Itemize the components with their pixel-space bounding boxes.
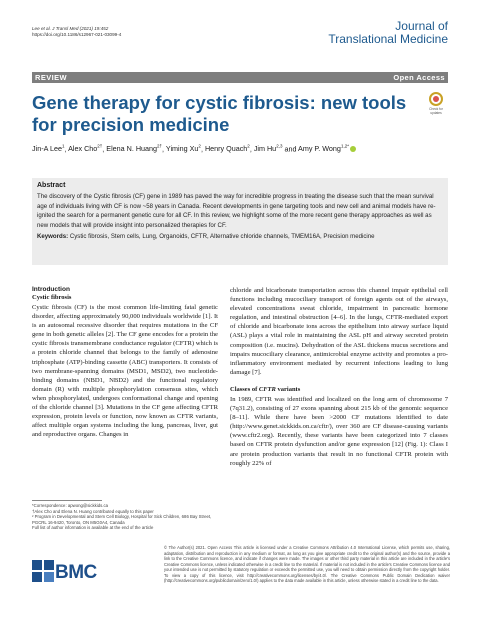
- check-updates-label: Check for updates: [429, 107, 443, 115]
- bmc-mark-icon: [32, 560, 54, 582]
- equal-contribution-note: †Alex Cho and Elena N. Huang contributed equally to this paper: [32, 508, 154, 514]
- author[interactable]: Alex Cho$^{2\dagger}$: [68, 144, 103, 154]
- keywords-label: Keywords:: [37, 233, 69, 240]
- author[interactable]: Jim Hu$^{2,3}$: [253, 144, 283, 154]
- journal-name-line1: Journal of: [395, 19, 448, 33]
- body-paragraph: Cystic fibrosis (CF) is the most common life-limiting fatal genetic disorder, affecting approximately 90,000 individuals worldwide [1]. It is an autosomal recessive disorder that requires mutations in the CF gene in both genetic alleles [2]. The CF gene encodes for a protein the cystic fibrosis transmembrane conductance regulator (CFTR) which is a protein chloride channel that belongs to the family of adenosine triphosphate (ATP)-binding cassette (ABC) transporters. It consists of two membrane-spanning domains (MSD1, MSD2), two nucleotide-binding domains (NBD1, NBD2) and the functional regulatory domain (R) with multiple phosphorylation consensus sites, which when phosphorylated, undergoes conformational change and opening of the chloride channel [3]. Mutations in the CF gene affecting CFTR expression, protein levels or function, now known as CFTR variants, affect multiple organ systems including the lung, pancreas, liver, gut and reproductive organs. Changes in: [32, 304, 218, 439]
- author-list: Jin-A Lee$^1$, Alex Cho$^{2\dagger}$, Elena N. Huang$^{2\dagger}$, Yiming Xu$^2$, Henry Quach$^2$, Jim Hu$^{2,3}$ and Amy P. Wong$^{1,2*}$: [32, 142, 452, 154]
- keywords: [37, 232, 443, 242]
- author[interactable]: Elena N. Huang$^{2\dagger}$: [106, 144, 163, 154]
- open-access-label: Open Access: [393, 73, 445, 82]
- author[interactable]: Jin-A Lee$^1$: [32, 144, 65, 154]
- abstract-text: The discovery of the Cystic fibrosis (CF) gene in 1989 has paved the way for incredible progress in treating the disease such that the mean survival age of individuals living with CF is now ~58 years in Canada. Recent developments in gene targeting tools and new cell and animal models have re-ignited the search for a permanent genetic cure for all CF. In this review, we highlight some of the more recent gene therapy approaches as well as new models that will provide insight into personalized therapies for CF.: [37, 193, 436, 229]
- subsection-heading: Classes of CFTR variants: [230, 385, 301, 393]
- article-meta: [32, 26, 121, 38]
- journal-name: [328, 20, 448, 46]
- doi-link[interactable]: https://doi.org/10.1186/s12967-021-03099-4: [32, 32, 122, 37]
- citation-line: Lee et al. J Transl Med (2021) 19:452: [32, 26, 109, 31]
- section-heading: Introduction: [32, 286, 70, 293]
- keywords-list: Cystic fibrosis, Stem cells, Lung, Organoids, CFTR, Alternative chloride channels, TMEM16A, Precision medicine: [69, 233, 375, 240]
- bmc-wordmark: BMC: [55, 562, 97, 583]
- orcid-icon[interactable]: [350, 146, 356, 152]
- article-type-label: REVIEW: [35, 73, 67, 82]
- license-text: © The Author(s) 2021. Open Access This article is licensed under a Creative Commons Attribution 4.0 International License, which permits use, sharing, adaptation, distribution and reproduction in any medium or format, as long as you give appropriate credit to the original author(s) and the source, provide a link to the Creative Commons licence, and indicate if changes were made. The images or other third party material in this article are included in the article's Creative Commons licence, unless indicated otherwise in a credit line to the material. If material is not included in the article's Creative Commons licence and your intended use is not permitted by statutory regulation or exceeds the permitted use, you will need to obtain permission directly from the copyright holder. To view a copy of this licence, visit http://creativecommons.org/licenses/by/4.0/. The Creative Commons Public Domain Dedication waiver (http://creativecommons.org/publicdomain/zero/1.0/) applies to the data made available in this article, unless otherwise stated in a credit line to the data.: [164, 545, 450, 583]
- footnotes: [32, 503, 218, 531]
- abstract-heading: Abstract: [37, 182, 66, 189]
- author-info-note: Full list of author information is available at the end of the article: [32, 525, 154, 531]
- affiliation-note: ² Program in Developmental and Stem Cell Biology, Hospital for Sick Children, 686 Bay Street, PGCRL 16-9420, Toronto, ON M5G0A4, Canada: [32, 514, 212, 525]
- right-column: [230, 286, 448, 468]
- check-for-updates-badge[interactable]: [426, 92, 446, 116]
- correspondence-note[interactable]: *Correspondence: apwong@sickkids.ca: [32, 503, 109, 508]
- check-updates-icon: [429, 92, 443, 106]
- author[interactable]: Amy P. Wong$^{1,2*}$: [298, 144, 349, 154]
- footnote-divider: [32, 500, 102, 501]
- body-paragraph: In 1989, CFTR was identified and localized on the long arm of chromosome 7 (7q31.2), consisting of 27 exons spanning about 215 kb of the genomic sequence [8–11]. While there have been >2000 CF mutations identified to date (http://www.genet.sickkids.on.ca/cftr/), over 360 are CF disease-causing variants (www.cftr2.org). Recently, these variants have been categorized into 7 classes based on CFTR protein dysfunction and/or gene expression [12] (Fig. 1): Class I are protein production variants that result in no functional CFTR protein with roughly 22% of: [230, 395, 448, 467]
- body-paragraph: chloride and bicarbonate transportation across this channel impair epithelial cell functions including mucociliary transport of foreign agents out of the airways, elevated concentrations sweat chloride, impairment in pancreatic hormone regulation, and intestinal obstruction [4–6]. In the lungs, CFTR-mediated export of chloride and bicarbonate ions across the epithelium into airway surface liquid (ASL) plays a vital role in maintaining the ASL pH and airway secreted protein composition (i.e. mucins). Dehydration of the ASL thickens mucus secretions and impairs mucociliary clearance, antimicrobial enzyme activity and promotes a pro-inflammatory environment mediated by recurrent infections leading to lung damage [7].: [230, 287, 448, 376]
- abstract-box: [32, 178, 448, 265]
- journal-name-line2: Translational Medicine: [328, 32, 448, 46]
- left-column: [32, 286, 218, 439]
- author[interactable]: Henry Quach$^2$: [204, 144, 250, 154]
- publisher-logo[interactable]: [32, 560, 97, 584]
- article-title: Gene therapy for cystic fibrosis: new tools for precision medicine: [32, 92, 407, 135]
- author[interactable]: Yiming Xu$^2$: [165, 144, 201, 154]
- subsection-heading: Cystic fibrosis: [32, 294, 72, 301]
- article-type-banner: [32, 72, 448, 83]
